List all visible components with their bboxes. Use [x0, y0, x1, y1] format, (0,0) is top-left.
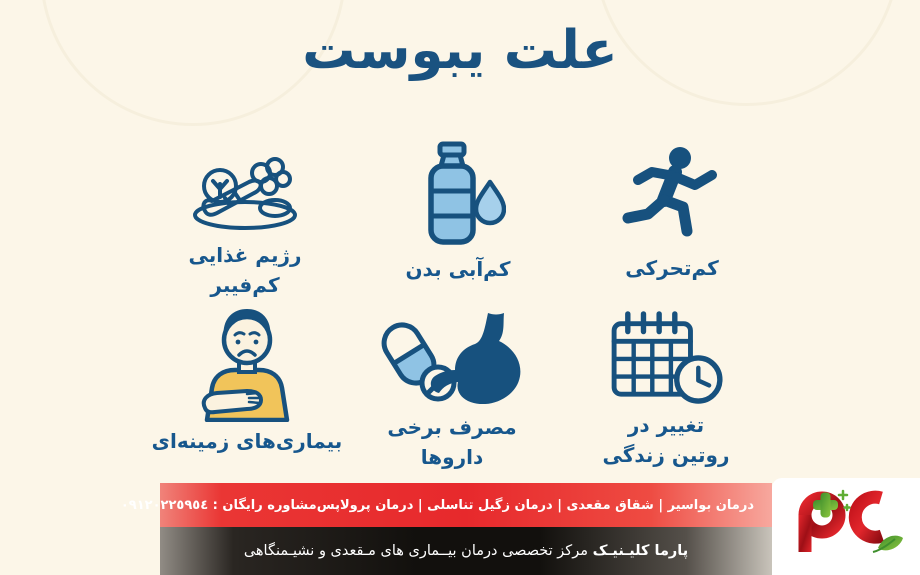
cause-label: رژیم غذایی — [188, 243, 302, 267]
calendar-clock-icon — [607, 310, 725, 404]
cause-underlying-diseases — [135, 304, 359, 456]
parma-clinic-logo[interactable] — [785, 484, 907, 558]
cause-label: داروها — [420, 445, 484, 469]
services-list: درمان بواسیر | شقاق مقعدی | درمان زگیل تناسلی | درمان پرولاپس — [316, 497, 754, 513]
cause-routine-change — [554, 310, 778, 470]
cause-low-fiber-diet — [133, 146, 357, 300]
pills-stomach-icon — [375, 312, 530, 404]
page-title: علت یبوست — [302, 20, 618, 81]
running-person-icon — [620, 145, 724, 245]
water-bottle-icon — [410, 140, 506, 248]
brand-tagline: مرکز تخصصی درمان بیــماری های مـقعدی و نشیـمنگاهی — [243, 543, 593, 559]
cause-inactivity — [560, 145, 784, 283]
logo-box — [772, 478, 920, 575]
sick-person-icon — [189, 304, 305, 422]
brand-name: پارما کلیـنیـک — [592, 543, 689, 559]
cause-label: کم‌فیبر — [210, 273, 280, 297]
cause-dehydration — [346, 140, 570, 284]
cause-label: کم‌آبی بدن — [405, 257, 511, 281]
services-banner — [120, 483, 772, 527]
brand-bar — [160, 527, 772, 575]
cause-medications — [340, 312, 564, 472]
cause-label: روتین زندگی — [602, 443, 730, 467]
cause-label: تغییر در — [627, 413, 705, 437]
cause-label: بیماری‌های زمینه‌ای — [151, 429, 343, 453]
cause-label: مصرف برخی — [387, 415, 517, 439]
vegetables-plate-icon — [189, 146, 301, 232]
cause-label: کم‌تحرکی — [625, 256, 719, 280]
consultation-phone[interactable]: مشاوره رایگان : ٠٩١٢٠٢٢٥٩٥٤ — [120, 497, 317, 513]
